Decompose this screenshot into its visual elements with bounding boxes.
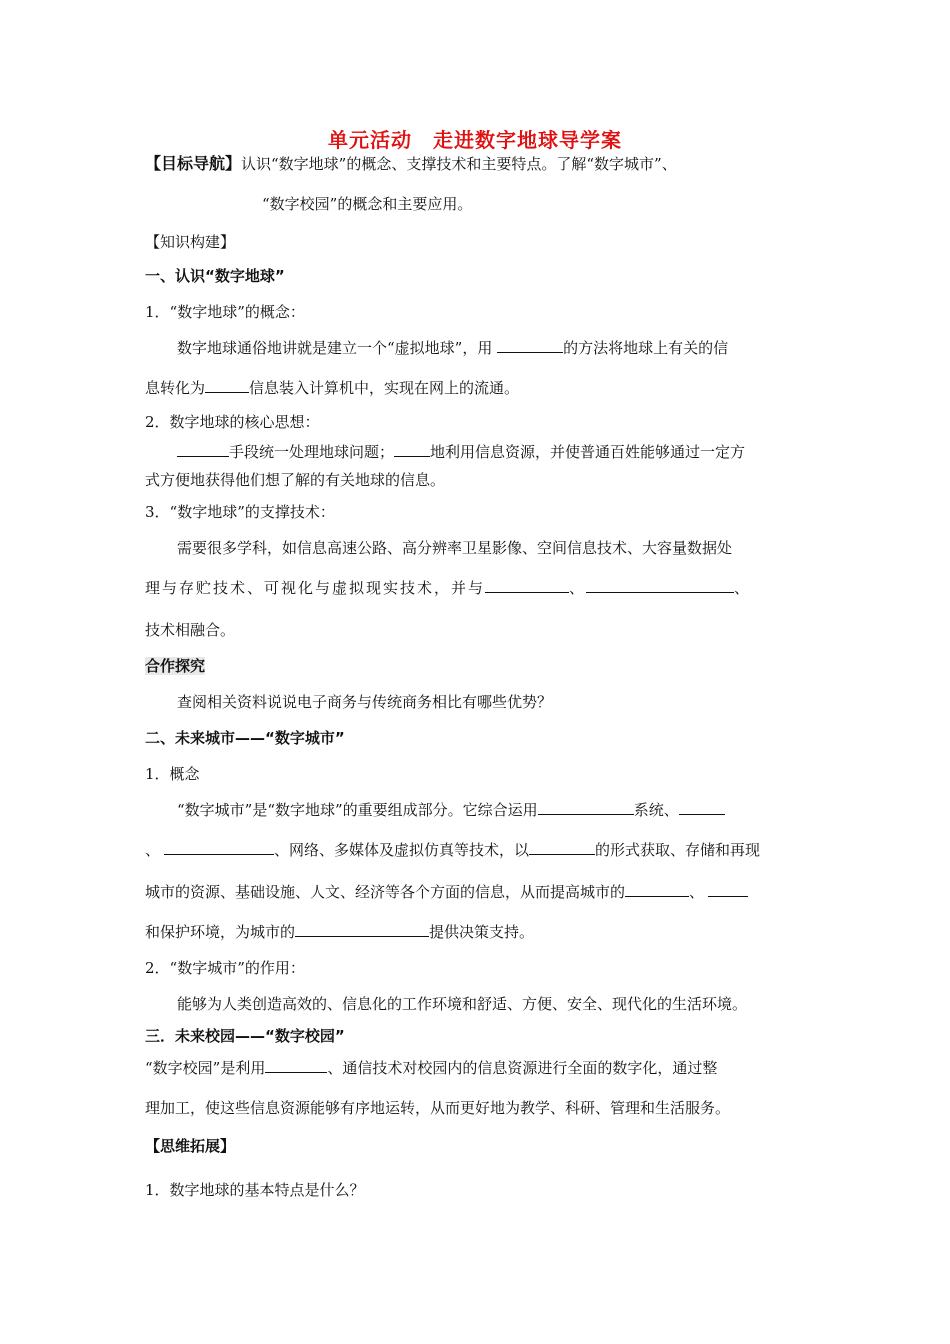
s1-item1-para-2 bbox=[145, 378, 805, 398]
goal-line-1 bbox=[145, 154, 805, 174]
s3-para-2: 理加工，使这些信息资源能够有序地运转，从而更好地为教学、科研、管理和生活服务。 bbox=[145, 1099, 731, 1117]
text: 、通信技术对校园内的信息资源进行全面的数字化，通过整 bbox=[327, 1059, 718, 1077]
goal-text-1: 认识“数字地球”的概念、支撑技术和主要特点。了解“数字城市”、 bbox=[241, 155, 677, 173]
text: 、 bbox=[734, 579, 752, 597]
fill-blank[interactable] bbox=[497, 338, 563, 353]
s1-item2-para-1 bbox=[145, 442, 805, 462]
thinking-heading: 【思维拓展】 bbox=[145, 1137, 236, 1155]
page-title: 单元活动 走进数字地球导学案 bbox=[328, 128, 622, 152]
text: 理与存贮技术、可视化与虚拟现实技术，并与 bbox=[145, 579, 486, 597]
s2-para-1 bbox=[145, 800, 805, 820]
s1-item3-para-1: 需要很多学科，如信息高速公路、高分辨率卫星影像、空间信息技术、大容量数据处 bbox=[177, 539, 733, 557]
fill-blank[interactable] bbox=[164, 840, 274, 855]
fill-blank[interactable] bbox=[205, 378, 249, 393]
s1-item3-para-2 bbox=[145, 578, 805, 598]
text: 的形式获取、存储和再现 bbox=[595, 841, 761, 859]
text: 系统、 bbox=[633, 801, 679, 819]
fill-blank[interactable] bbox=[529, 840, 595, 855]
text: 信息装入计算机中，实现在网上的流通。 bbox=[249, 379, 520, 397]
coop-heading-row bbox=[145, 656, 805, 676]
s1-item1-title: 1．“数字地球”的概念： bbox=[145, 303, 305, 321]
s2-item2-text: 能够为人类创造高效的、信息化的工作环境和舒适、方便、安全、现代化的生活环境。 bbox=[177, 995, 748, 1013]
goal-line-2: “数字校园”的概念和主要应用。 bbox=[262, 195, 473, 213]
thinking-question-1: 1．数字地球的基本特点是什么？ bbox=[145, 1181, 365, 1199]
fill-blank[interactable] bbox=[679, 800, 725, 815]
text: 提供决策支持。 bbox=[429, 923, 535, 941]
section3-heading: 三．未来校园——“数字校园” bbox=[145, 1027, 345, 1045]
text: 、 bbox=[689, 883, 705, 901]
fill-blank[interactable] bbox=[394, 442, 430, 457]
text: 数字地球通俗地讲就是建立一个“虚拟地球”，用 bbox=[177, 339, 498, 357]
fill-blank[interactable] bbox=[708, 882, 748, 897]
s2-item2-title: 2．“数字城市”的作用： bbox=[145, 959, 305, 977]
text: 息转化为 bbox=[145, 379, 206, 397]
fill-blank[interactable] bbox=[625, 882, 689, 897]
text: 和保护环境，为城市的 bbox=[145, 923, 296, 941]
s1-item3-title: 3．“数字地球”的支撑技术： bbox=[145, 503, 335, 521]
text: 、 bbox=[145, 841, 161, 859]
coop-text: 查阅相关资料说说电子商务与传统商务相比有哪些优势？ bbox=[177, 693, 553, 711]
s2-para-3 bbox=[145, 882, 805, 902]
text: 手段统一处理地球问题； bbox=[229, 443, 395, 461]
fill-blank[interactable] bbox=[485, 578, 569, 593]
s1-item2-para-2: 式方便地获得他们想了解的有关地球的信息。 bbox=[145, 471, 446, 489]
fill-blank[interactable] bbox=[265, 1058, 327, 1073]
text: 的方法将地球上有关的信 bbox=[563, 339, 729, 357]
fill-blank[interactable] bbox=[177, 442, 229, 457]
section1-heading: 一、认识“数字地球” bbox=[145, 267, 285, 285]
s1-item3-para-3: 技术相融合。 bbox=[145, 621, 236, 639]
text: 地利用信息资源，并使普通百姓能够通过一定方 bbox=[430, 443, 746, 461]
knowledge-heading: 【知识构建】 bbox=[145, 233, 236, 251]
text: 、网络、多媒体及虚拟仿真等技术，以 bbox=[274, 841, 530, 859]
goal-label: 【目标导航】 bbox=[145, 154, 242, 173]
coop-heading: 合作探究 bbox=[145, 657, 206, 675]
text: “数字校园”是利用 bbox=[145, 1059, 266, 1077]
s1-item2-title: 2．数字地球的核心思想： bbox=[145, 413, 320, 431]
s3-para-1 bbox=[145, 1058, 805, 1078]
s2-item1-title: 1．概念 bbox=[145, 765, 200, 783]
section2-heading: 二、未来城市——“数字城市” bbox=[145, 729, 345, 747]
s2-para-2 bbox=[145, 840, 805, 860]
text: “数字城市”是“数字地球”的重要组成部分。它综合运用 bbox=[177, 801, 538, 819]
s2-para-4 bbox=[145, 922, 805, 942]
text: 城市的资源、基础设施、人文、经济等各个方面的信息，从而提高城市的 bbox=[145, 883, 626, 901]
text: 、 bbox=[569, 579, 587, 597]
fill-blank[interactable] bbox=[295, 922, 429, 937]
fill-blank[interactable] bbox=[538, 800, 634, 815]
s1-item1-para-1 bbox=[145, 338, 805, 358]
fill-blank[interactable] bbox=[586, 578, 734, 593]
